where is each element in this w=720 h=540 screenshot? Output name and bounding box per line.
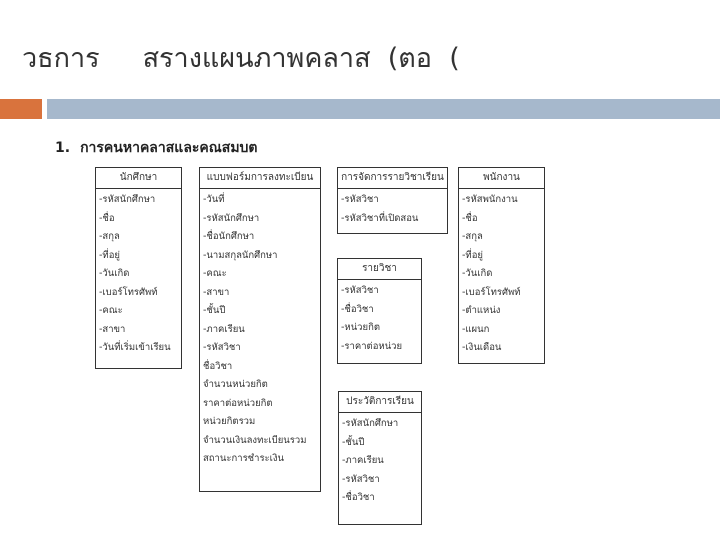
class-attribute: ชื่อวิชา [203,360,233,372]
class-attribute: -คณะ [203,268,227,279]
class-attribute: -เบอร์โทรศัพท์ [462,286,521,298]
class-attribute: -ราคาต่อหน่วย [341,340,403,352]
class-attribute: -ชื่อนักศึกษา [203,231,255,242]
class-attribute: -รหัสวิชา [203,342,241,353]
class-attribute: -สกุล [462,231,483,242]
class-name-subject: รายวิชา [338,259,421,280]
class-box-student [95,167,182,369]
class-attribute: จำนวนหน่วยกิต [203,379,268,390]
slide-title: วธการ สรางแผนภาพคลาส (ตอ ( [22,43,460,74]
class-box-course-management [337,167,448,234]
class-attribute: -วันเกิด [99,268,130,279]
class-attribute: -ชื่อวิชา [342,492,375,503]
class-attribute: -สาขา [99,323,126,335]
class-name-employee: พนักงาน [459,168,544,189]
class-attribute: -สกุล [99,231,120,242]
class-attribute: -ตำแหน่ง [462,305,501,316]
class-name-course-management: การจัดการรายวิชาเรียน [338,168,447,189]
class-box-subject [337,258,422,364]
class-attributes-employee [459,189,544,362]
class-attribute: -แผนก [462,323,490,335]
class-attribute: -รหัสนักศึกษา [342,418,399,429]
class-attribute: -วันที่ [203,194,225,205]
class-name-study-history: ประวัติการเรียน [339,392,421,413]
class-box-study-history [338,391,422,525]
class-attributes-registration-form [200,189,320,473]
accent-bar-blue [47,99,720,119]
class-attribute: -คณะ [99,305,123,316]
class-attribute: ราคาต่อหน่วยกิต [203,397,273,409]
class-attribute: -ภาคเรียน [342,455,384,466]
class-box-registration-form [199,167,321,492]
class-attributes-student [96,189,181,362]
class-attribute: -หน่วยกิต [341,322,381,333]
class-attribute: -ชั้นปี [342,436,365,448]
class-attribute: -รหัสวิชา [341,285,379,296]
class-attribute: -สาขา [203,286,230,298]
class-attribute: -เงินเดือน [462,342,502,353]
class-attribute: -ชื่อ [99,212,115,224]
class-box-employee [458,167,545,364]
class-attribute: -รหัสพนักงาน [462,194,518,205]
class-attribute: -ชื่อวิชา [341,303,374,315]
class-name-registration-form: แบบฟอร์มการลงทะเบียน [200,168,320,189]
section-heading [55,137,258,159]
section-heading-text: การคนหาคลาสและคณสมบต [80,140,258,156]
class-attribute: -นามสกุลนักศึกษา [203,249,278,261]
class-attributes-subject [338,280,421,360]
class-attributes-study-history [339,413,421,512]
class-attribute: จำนวนเงินลงทะเบียนรวม [203,434,307,446]
class-attribute: -ภาคเรียน [203,323,245,335]
class-attribute: -รหัสวิชา [342,473,380,485]
class-attributes-course-management [338,189,447,232]
class-attribute: -รหัสนักศึกษา [99,194,156,205]
class-attribute: -วันที่เริ่มเข้าเรียน [99,342,171,353]
section-number: 1. [55,140,71,156]
accent-bar-orange [0,99,42,119]
class-attribute: -รหัสวิชา [341,194,379,205]
class-attribute: -ที่อยู่ [462,249,483,261]
class-name-student: นักศึกษา [96,168,181,189]
class-attribute: -ชั้นปี [203,305,226,316]
class-attribute: -วันเกิด [462,268,493,279]
class-attribute: -เบอร์โทรศัพท์ [99,286,158,298]
class-attribute: -ชื่อ [462,212,478,224]
class-attribute: -รหัสนักศึกษา [203,212,260,224]
class-attribute: สถานะการชำระเงิน [203,453,285,464]
class-attribute: -ที่อยู่ [99,249,120,261]
class-attribute: -รหัสวิชาที่เปิดสอน [341,212,419,224]
class-attribute: หน่วยกิตรวม [203,416,256,427]
